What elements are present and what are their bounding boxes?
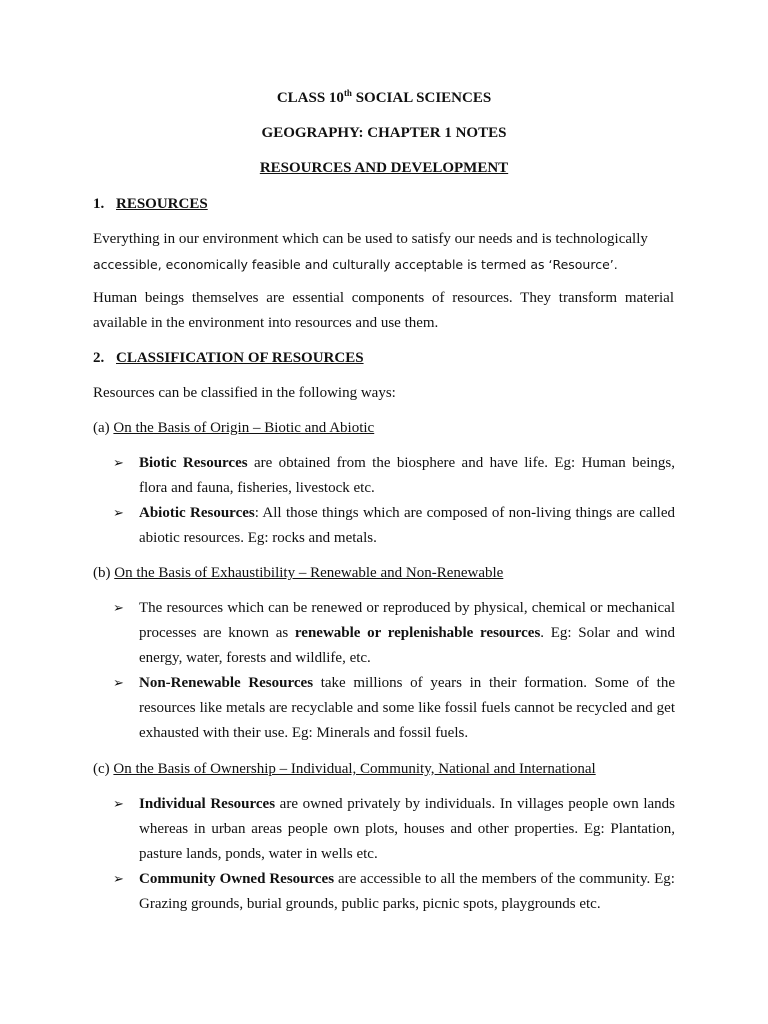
list-item: ➢ Biotic Resources are obtained from the biosphere and have life. Eg: Human beings, flora and fauna, fisheries, livestock etc. <box>115 451 675 501</box>
arrow-bullet-icon: ➢ <box>113 872 124 887</box>
list-item: ➢ Abiotic Resources: All those things which are composed of non-living things are called abiotic resources. Eg: rocks and metals. <box>115 501 675 551</box>
list-item: ➢ Community Owned Resources are accessible to all the members of the community. Eg: Grazing grounds, burial grounds, public parks, picnic spots, playgrounds etc. <box>115 867 675 917</box>
section-2-heading: 2. CLASSIFICATION OF RESOURCES <box>93 350 364 366</box>
section-1-paragraph-1: Everything in our environment which can be used to satisfy our needs and is technologically accessible, economically feasible and culturally acceptable is termed as ‘Resource’. <box>93 231 648 272</box>
subsection-origin-heading: (a) On the Basis of Origin – Biotic and Abiotic <box>93 420 375 436</box>
section-1-paragraph-2: Human beings themselves are essential components of resources. They transform material available in the environment into resources and use them. <box>93 290 674 331</box>
page-subtitle: GEOGRAPHY: CHAPTER 1 NOTES <box>261 125 507 141</box>
section-1-heading: 1. RESOURCES <box>93 196 208 212</box>
list-item: ➢ Non-Renewable Resources take millions of years in their formation. Some of the resources like metals are recyclable and some like fossil fuels cannot be recycled and get exhausted with their use. Eg: Minerals and fossil fuels. <box>115 671 675 746</box>
subsection-ownership-heading: (c) On the Basis of Ownership – Individual, Community, National and International <box>93 761 596 777</box>
arrow-bullet-icon: ➢ <box>113 676 124 691</box>
arrow-bullet-icon: ➢ <box>113 456 124 471</box>
page-title: CLASS 10th SOCIAL SCIENCES <box>276 88 492 106</box>
arrow-bullet-icon: ➢ <box>113 506 124 521</box>
list-item: ➢ Individual Resources are owned privately by individuals. In villages people own lands whereas in urban areas people own plots, houses and other properties. Eg: Plantation, pasture lands, ponds, water in wells etc. <box>115 792 675 867</box>
arrow-bullet-icon: ➢ <box>113 601 124 616</box>
list-item: ➢ The resources which can be renewed or reproduced by physical, chemical or mechanical processes are known as renewable or replenishable resources. Eg: Solar and wind energy, water, forests and wildlife, etc. <box>115 596 675 671</box>
arrow-bullet-icon: ➢ <box>113 797 124 812</box>
section-2-intro: Resources can be classified in the following ways: <box>93 385 396 401</box>
chapter-title: RESOURCES AND DEVELOPMENT <box>259 160 509 176</box>
subsection-exhaustibility-heading: (b) On the Basis of Exhaustibility – Renewable and Non-Renewable <box>93 565 504 581</box>
